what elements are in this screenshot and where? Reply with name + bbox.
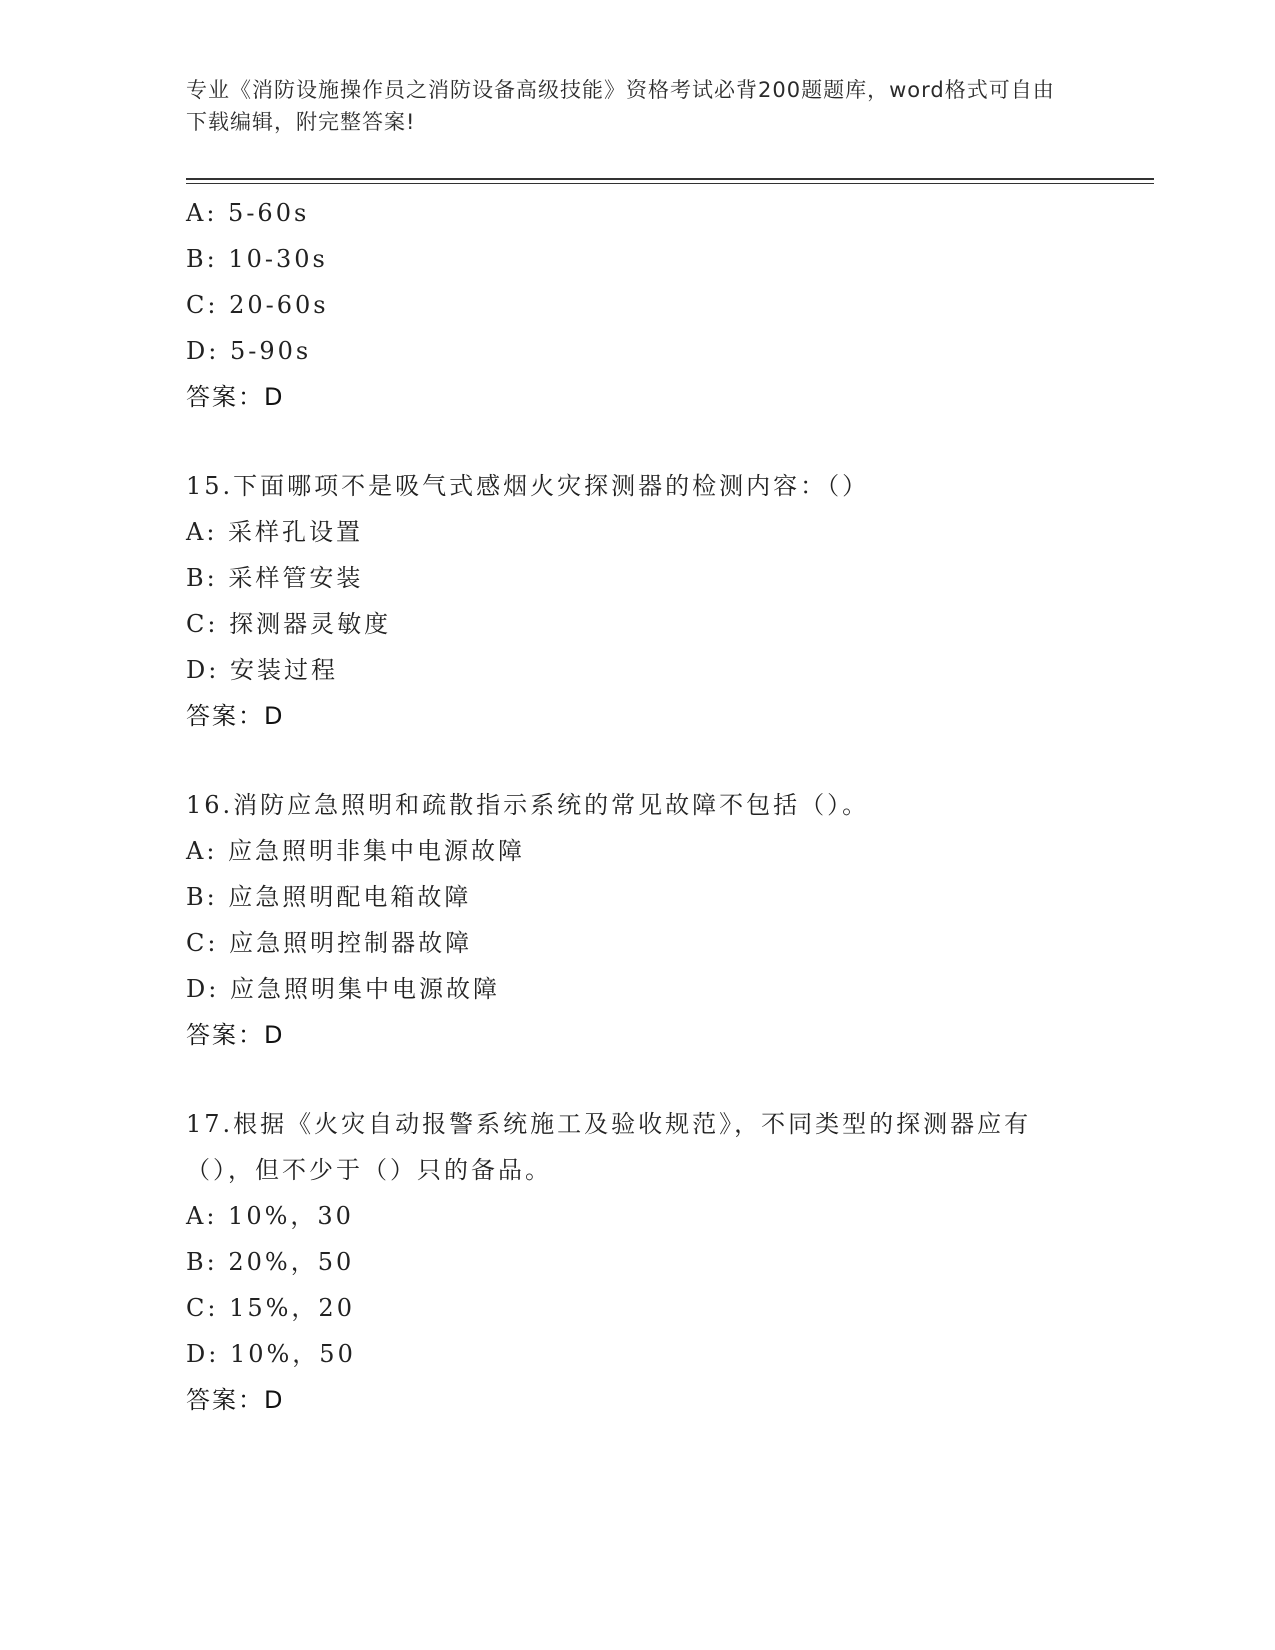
question-14 (186, 190, 1086, 420)
document-header: 专业《消防设施操作员之消防设备高级技能》资格考试必背200题题库，word格式可自由下载编辑，附完整答案! (186, 78, 1055, 134)
question-list (186, 190, 1086, 1423)
option-b: B: 应急照明配电箱故障 (186, 883, 472, 911)
option-c: C: 探测器灵敏度 (186, 610, 392, 638)
question-16 (186, 782, 1086, 1058)
option-a: A: 5-60s (186, 199, 310, 227)
option-c: C: 应急照明控制器故障 (186, 929, 473, 957)
option-a: A: 10%，30 (186, 1202, 354, 1230)
answer: 答案：D (186, 383, 285, 411)
option-d: D: 5-90s (186, 337, 312, 365)
answer: 答案：D (186, 1386, 285, 1414)
question-stem: 15.下面哪项不是吸气式感烟火灾探测器的检测内容：（） (186, 472, 870, 500)
option-a: A: 采样孔设置 (186, 518, 364, 546)
answer: 答案：D (186, 702, 285, 730)
option-b: B: 20%，50 (186, 1248, 355, 1276)
question-stem: 16.消防应急照明和疏散指示系统的常见故障不包括（）。 (186, 791, 870, 819)
option-d: D: 安装过程 (186, 656, 338, 684)
option-c: C: 20-60s (186, 291, 329, 319)
option-d: D: 10%，50 (186, 1340, 356, 1368)
option-a: A: 应急照明非集中电源故障 (186, 837, 526, 865)
option-d: D: 应急照明集中电源故障 (186, 975, 500, 1003)
question-17 (186, 1101, 1086, 1423)
option-c: C: 15%，20 (186, 1294, 355, 1322)
header-divider (186, 178, 1154, 184)
question-15 (186, 463, 1086, 739)
option-b: B: 采样管安装 (186, 564, 364, 592)
answer: 答案：D (186, 1021, 285, 1049)
option-b: B: 10-30s (186, 245, 328, 273)
question-stem: 17.根据《火灾自动报警系统施工及验收规范》，不同类型的探测器应有（），但不少于（）只的备品。 (186, 1110, 1032, 1184)
